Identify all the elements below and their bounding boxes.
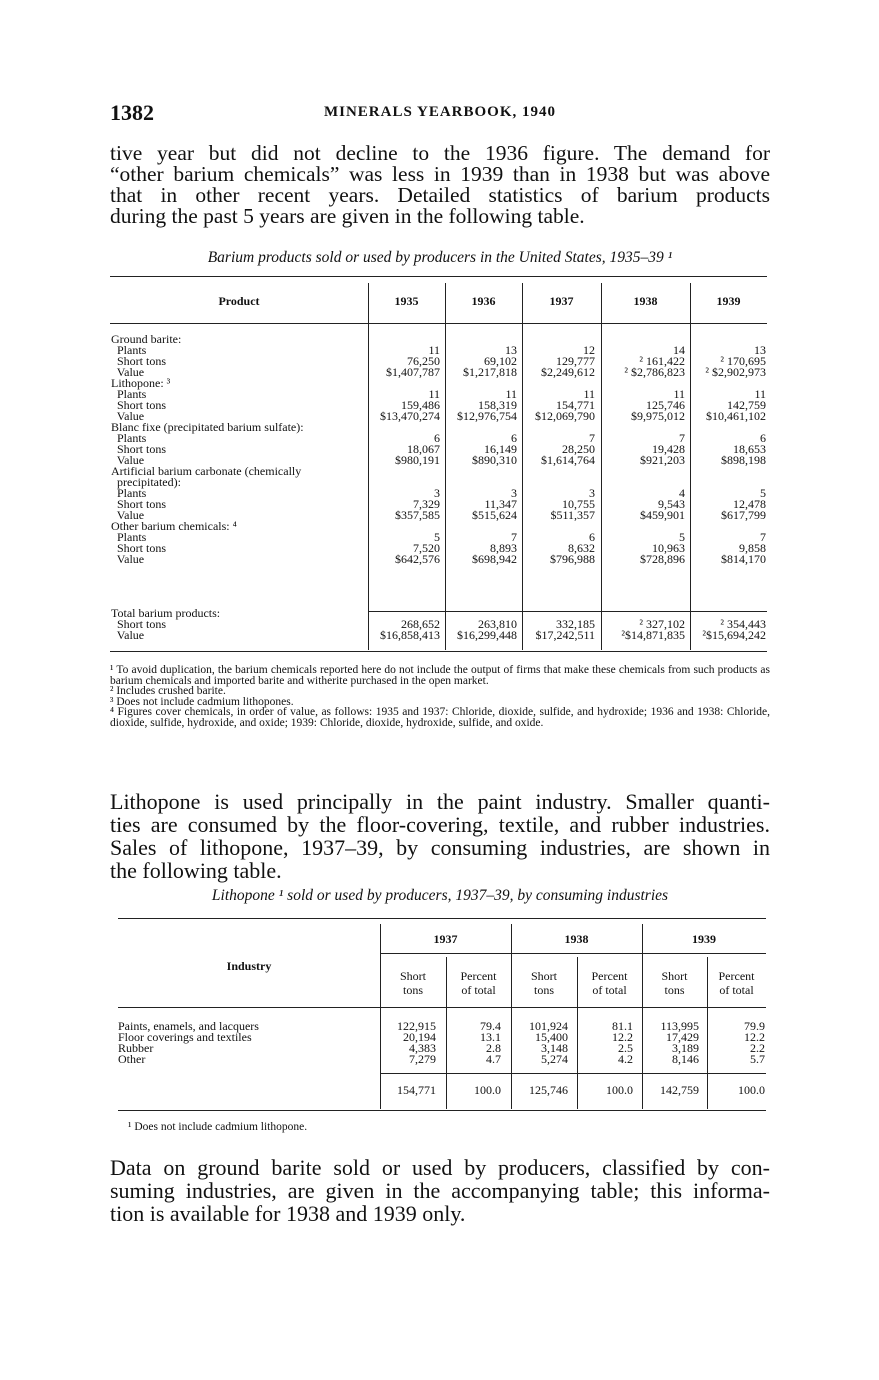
paragraph-line: during the past 5 years are given in the following table. (110, 204, 585, 228)
paragraph-2 (110, 790, 770, 882)
table2-year-header: 1937 (433, 932, 458, 946)
table2-subheader-percent: Percent of total (460, 969, 497, 997)
footnote: ¹ To avoid duplication, the barium chemicals reported here do not include the output of firms that make these chemicals from such products as barium chemicals and imported barite and witherite purchased in the open market. (110, 664, 770, 687)
table1-header-rule (110, 323, 767, 324)
table2-total: 100.0 (474, 1083, 501, 1097)
table1-col-1937: 12 129,777 $2,249,612 11 154,771 $12,069,790 7 28,250 $1,614,764 3 10,755 $511,357 6 8,632 $796,988 (535, 343, 595, 566)
table1-year-header: 1937 (549, 294, 574, 308)
paragraph-line: suming industries, are given in the accompanying table; this informa- (110, 1178, 770, 1203)
table2-caption: Lithopone ¹ sold or used by producers, 1937–39, by consuming industries (211, 887, 669, 904)
table1-total-1935: 268,652 $16,858,413 (380, 617, 440, 642)
table2-total: 100.0 (738, 1083, 765, 1097)
table1-col-1936: 13 69,102 $1,217,818 11 158,319 $12,976,754 6 16,149 $890,310 3 11,347 $515,624 7 8,893 $698,942 (457, 343, 517, 566)
table2-subheader-percent: Percent of total (718, 969, 755, 997)
table1-total-labels: Total barium products: Short tons Value (111, 606, 221, 642)
table2-subheader-short-tons: Short tons (661, 969, 688, 997)
table2-col-1938-tons: 101,924 15,400 3,148 5,274 (529, 1019, 568, 1066)
table1-product-header: Product (218, 294, 260, 308)
table2-subtotal-rule (380, 1073, 766, 1074)
table2-col-1937-tons: 122,915 20,194 4,383 7,279 (397, 1019, 436, 1066)
table1-col-1939: 13 ² 170,695 ² $2,902,973 11 142,759 $10,461,102 6 18,653 $898,198 5 12,478 $617,799 7 9,858 $814,170 (705, 343, 766, 566)
table2-year-rule (380, 953, 766, 954)
table1-year-header: 1936 (471, 294, 496, 308)
running-head: MINERALS YEARBOOK, 1940 (323, 104, 557, 120)
table1-bottom-rule (110, 651, 767, 652)
table2-total: 142,759 (660, 1083, 699, 1097)
paragraph-line: tive year but did not decline to the 1936 figure. The demand for (110, 141, 770, 165)
table2-footnote: ¹ Does not include cadmium lithopone. (128, 1121, 308, 1133)
table1-total-1936: 263,810 $16,299,448 (457, 617, 517, 642)
table2-year-header: 1938 (564, 932, 589, 946)
paragraph-line: Lithopone is used principally in the paint industry. Smaller quanti- (110, 789, 770, 814)
page-number: 1382 (110, 100, 154, 125)
table2-col-1937-pct: 79.4 13.1 2.8 4.7 (480, 1019, 501, 1066)
table2-col-1939-pct: 79.9 12.2 2.2 5.7 (744, 1019, 765, 1066)
table2-year-header: 1939 (692, 932, 716, 946)
table1-total-1939: ² 354,443 ²$15,694,242 (702, 617, 766, 642)
paragraph-line: tion is available for 1938 and 1939 only. (110, 1201, 466, 1226)
table1-caption: Barium products sold or used by producers in the United States, 1935–39 ¹ (207, 249, 673, 266)
footnote: ⁴ Figures cover chemicals, in order of value, as follows: 1935 and 1937: Chloride, dioxide, sulfide, and hydroxide; 1936 and 1938: Chloride, dioxide, sulfide, hydroxide, and oxide; 1939: Chloride, dioxide, hydroxide, sulfide, and oxide. (110, 706, 770, 729)
table2-col-1938-pct: 81.1 12.2 2.5 4.2 (612, 1019, 633, 1066)
footnote: ² Includes crushed barite. (110, 685, 226, 697)
table1-col-1938: 14 ² 161,422 ² $2,786,823 11 125,746 $9,975,012 7 19,428 $921,203 4 9,543 $459,901 5 10,963 $728,896 (624, 343, 685, 566)
table1-footnotes (110, 665, 770, 728)
paragraph-line: that in other recent years. Detailed statistics of barium products (110, 183, 770, 207)
table2-subheader-percent: Percent of total (591, 969, 628, 997)
table2-industry-header: Industry (226, 959, 272, 973)
table2-col-divider (511, 924, 512, 1109)
paragraph-line: “other barium chemicals” was less in 1939 than in 1938 but was above (110, 162, 770, 186)
table2-total: 100.0 (606, 1083, 633, 1097)
paragraph-line: Sales of lithopone, 1937–39, by consuming industries, are shown in (110, 835, 770, 860)
page-header (110, 100, 770, 126)
table2-subheader-short-tons: Short tons (530, 969, 557, 997)
table1-year-header: 1938 (633, 294, 658, 308)
table2-header-rule (118, 1007, 766, 1008)
table1-total-1938: ² 327,102 ²$14,871,835 (621, 617, 685, 642)
table2-subheader-short-tons: Short tons (399, 969, 426, 997)
table1-row-labels: Ground barite: Plants Short tons Value Lithopone: ³ Plants Short tons Value Blanc fixe (precipitated barium sulfate): Plants Short tons Value Artificial barium carbonate (chemically precipitated): Plants Short tons Value Other barium chemicals: ⁴ Plants Short tons Value (111, 332, 304, 566)
footnote: ³ Does not include cadmium lithopones. (110, 695, 294, 708)
table1-year-header: 1935 (394, 294, 419, 308)
table2-col-divider (380, 924, 381, 1109)
paragraph-3 (110, 1156, 770, 1225)
table1-total-1937: 332,185 $17,242,511 (535, 617, 595, 642)
table2-row-labels: Paints, enamels, and lacquers Floor coverings and textiles Rubber Other (118, 1019, 259, 1066)
table2-col-1939-tons: 113,995 17,429 3,189 8,146 (660, 1019, 699, 1066)
paragraph-line: the following table. (110, 858, 282, 883)
paragraph-line: ties are consumed by the floor-covering, textile, and rubber industries. (110, 812, 770, 837)
table1-col-1935: 11 76,250 $1,407,787 11 159,486 $13,470,274 6 18,067 $980,191 3 7,329 $357,585 5 7,520 $642,576 (380, 343, 440, 566)
table1-top-rule (110, 276, 767, 277)
table2-total: 154,771 (397, 1083, 436, 1097)
paragraph-line: Data on ground barite sold or used by producers, classified by con- (110, 1155, 770, 1180)
table1-year-header: 1939 (716, 294, 741, 308)
table2-total: 125,746 (529, 1083, 568, 1097)
paragraph-1 (110, 143, 770, 227)
table2-top-rule (118, 918, 766, 919)
table1-subtotal-rule (368, 611, 767, 612)
table2-bottom-rule (118, 1110, 766, 1111)
table2-col-divider (642, 924, 643, 1109)
